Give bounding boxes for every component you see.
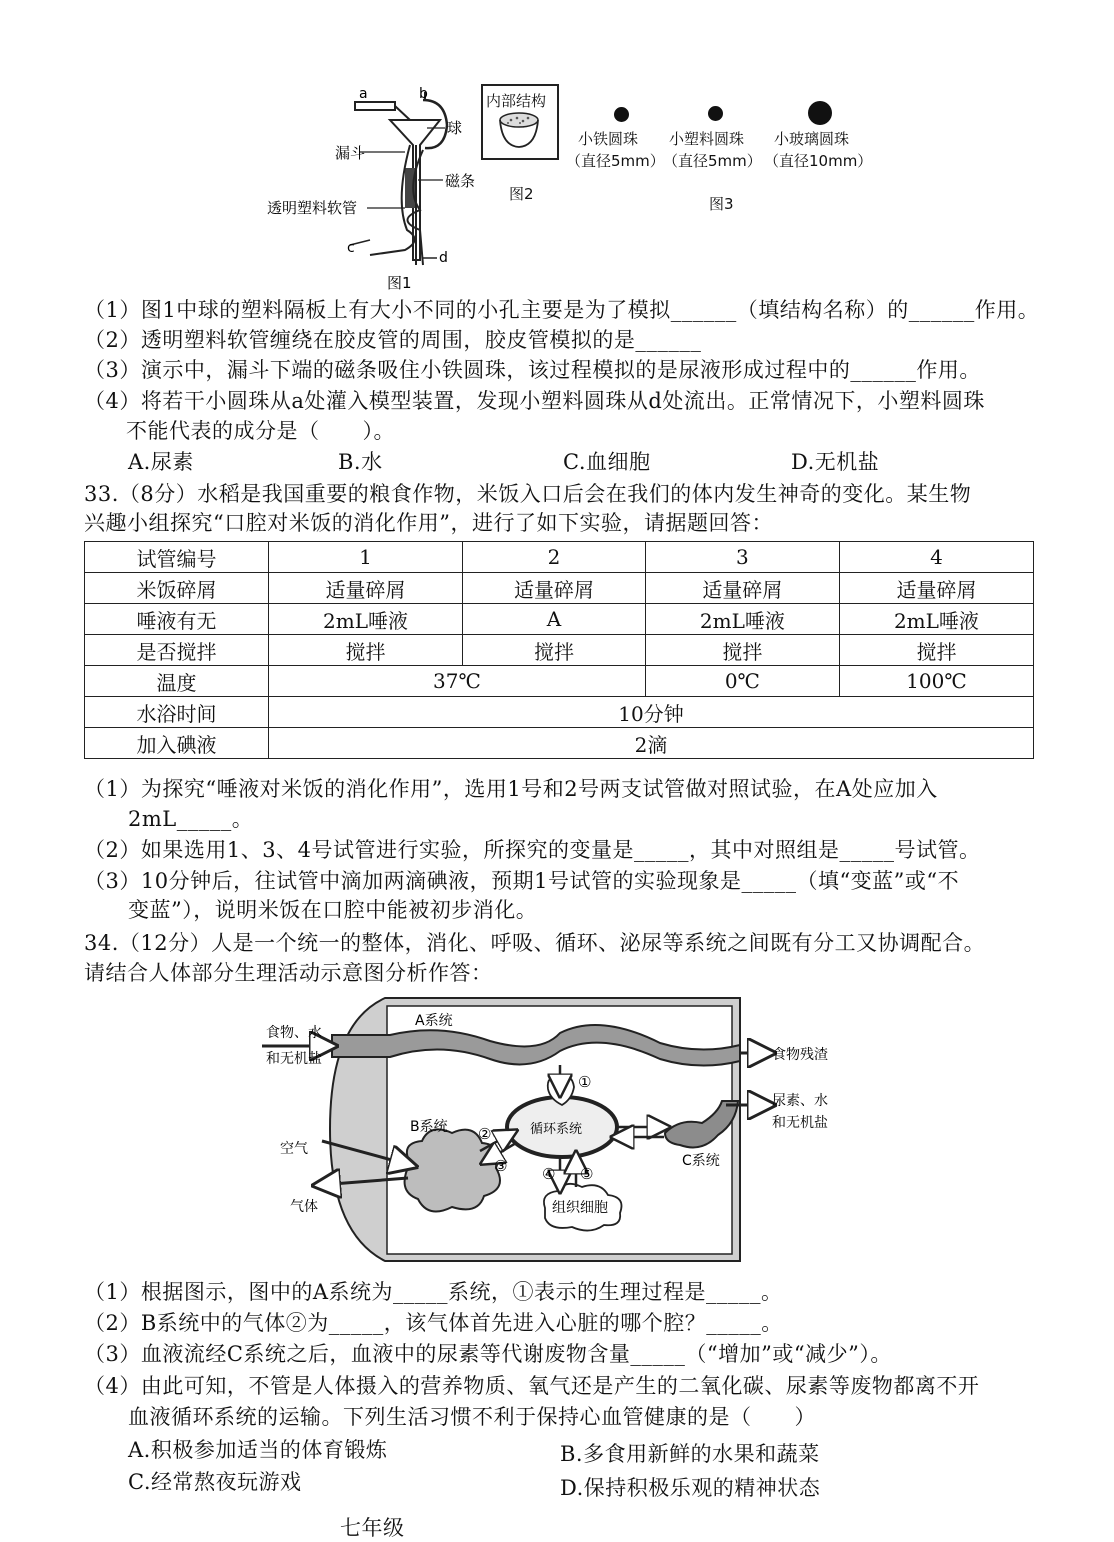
q32-option-d: D.无机盐 [791, 450, 880, 474]
footer-fragment: 七年级 [340, 1516, 405, 1540]
q32-item-4-cont: 不能代表的成分是（ ）。 [126, 419, 395, 443]
table-cell: 适量碎屑 [645, 573, 839, 604]
label-c-system: C系统 [682, 1153, 720, 1169]
label-b-system: B系统 [410, 1119, 448, 1135]
table-row [85, 666, 1034, 697]
q32-option-a: A.尿素 [128, 450, 194, 474]
table-cell: 3 [645, 542, 839, 573]
q34-item-1: （1）根据图示，图中的A系统为_____系统，①表示的生理过程是_____。 [84, 1280, 783, 1304]
label-n1: ① [578, 1073, 592, 1091]
plastic-bead-name: 小塑料圆珠 [669, 130, 745, 148]
q34-item-4: （4）由此可知，不管是人体摄入的营养物质、氧气还是产生的二氧化碳、尿素等废物都离不开 [84, 1374, 980, 1398]
table-cell: 37℃ [269, 666, 646, 697]
q33-item-3-cont: 变蓝”），说明米饭在口腔中能被初步消化。 [128, 898, 538, 922]
table-cell: 试管编号 [85, 542, 269, 573]
glass-bead-icon [808, 101, 832, 125]
table-cell: 米饭碎屑 [85, 573, 269, 604]
table-cell: 加入碘液 [85, 728, 269, 759]
table-cell: 1 [269, 542, 463, 573]
table-row [85, 728, 1034, 759]
q34-item-3: （3）血液流经C系统之后，血液中的尿素等代谢废物含量_____（“增加”或“减少”）。 [84, 1342, 892, 1366]
q33-item-2: （2）如果选用1、3、4号试管进行实验，所探究的变量是_____，其中对照组是_____号试管。 [84, 838, 981, 862]
ball [423, 100, 447, 148]
glass-bead-size: （直径10mm） [764, 152, 873, 170]
experiment-table [84, 541, 1034, 759]
label-circulation: 循环系统 [530, 1122, 583, 1137]
table-cell: 2mL唾液 [269, 604, 463, 635]
label-food-in-2: 和无机盐 [266, 1051, 322, 1067]
fig1-label-funnel: 漏斗 [335, 144, 366, 162]
fig2-box-title: 内部结构 [486, 92, 547, 110]
fig1-caption: 图1 [387, 274, 412, 292]
table-row [85, 697, 1034, 728]
fig1-label-tube: 透明塑料软管 [267, 199, 358, 217]
table-cell: 适量碎屑 [463, 573, 646, 604]
table-cell: 唾液有无 [85, 604, 269, 635]
q32-item-3: （3）演示中，漏斗下端的磁条吸住小铁圆珠，该过程模拟的是尿液形成过程中的______作用。 [84, 358, 981, 382]
table-cell: 搅拌 [269, 635, 463, 666]
label-urine-out-2: 和无机盐 [772, 1115, 828, 1131]
figure-1-drawing [255, 80, 485, 295]
table-cell: 水浴时间 [85, 697, 269, 728]
q34-intro-1: 34.（12分）人是一个统一的整体，消化、呼吸、循环、泌尿等系统之间既有分工又协调配合。 [84, 931, 986, 955]
tap-a [355, 102, 395, 110]
table-cell: 2滴 [269, 728, 1034, 759]
table-cell: 10分钟 [269, 697, 1034, 728]
fig1-label-a: a [359, 86, 368, 102]
q34-option-c: C.经常熬夜玩游戏 [128, 1470, 302, 1494]
fig1-label-ball: 球 [447, 119, 463, 137]
fig1-label-c: c [347, 240, 355, 256]
q34-item-2: （2）B系统中的气体②为_____，该气体首先进入心脏的哪个腔？_____。 [84, 1311, 783, 1335]
q33-intro-2: 兴趣小组探究“口腔对米饭的消化作用”，进行了如下实验，请据题回答： [84, 511, 773, 535]
label-urine-out-1: 尿素、水 [772, 1093, 828, 1109]
label-tissue: 组织细胞 [552, 1200, 608, 1216]
iron-bead-icon [614, 107, 629, 122]
table-cell: 2mL唾液 [839, 604, 1033, 635]
table-cell: 适量碎屑 [269, 573, 463, 604]
table-cell: 是否搅拌 [85, 635, 269, 666]
table-cell: 4 [839, 542, 1033, 573]
fig1-label-b: b [419, 86, 428, 102]
table-row [85, 635, 1034, 666]
iron-bead-size: （直径5mm） [566, 152, 665, 170]
table-row [85, 604, 1034, 635]
label-food-out: 食物残渣 [772, 1047, 828, 1063]
fig1-label-d: d [439, 250, 448, 266]
table-cell: 2mL唾液 [645, 604, 839, 635]
q34-option-b: B.多食用新鲜的水果和蔬菜 [560, 1442, 820, 1466]
fig3-caption: 图3 [709, 195, 734, 213]
q32-item-2: （2）透明塑料软管缠绕在胶皮管的周围，胶皮管模拟的是______ [84, 328, 702, 352]
q32-option-c: C.血细胞 [563, 450, 651, 474]
glass-bead-name: 小玻璃圆珠 [774, 130, 850, 148]
plastic-bead-size: （直径5mm） [663, 152, 762, 170]
iron-bead-name: 小铁圆珠 [578, 130, 639, 148]
table-cell: 搅拌 [839, 635, 1033, 666]
label-gas: 气体 [290, 1199, 318, 1215]
q32-item-1: （1）图1中球的塑料隔板上有大小不同的小孔主要是为了模拟______（填结构名称）的______作用。 [84, 298, 1040, 322]
q34-intro-2: 请结合人体部分生理活动示意图分析作答： [84, 961, 493, 985]
table-cell: 100℃ [839, 666, 1033, 697]
table-cell: 适量碎屑 [839, 573, 1033, 604]
q34-item-4-cont: 血液循环系统的运输。下列生活习惯不利于保持心血管健康的是（ ） [128, 1405, 816, 1429]
q33-item-1-cont: 2mL_____。 [128, 807, 254, 831]
table-cell: 搅拌 [645, 635, 839, 666]
q33-intro-1: 33.（8分）水稻是我国重要的粮食作物，米饭入口后会在我们的体内发生神奇的变化。某生物 [84, 482, 972, 506]
physiology-diagram [260, 993, 860, 1273]
q34-option-a: A.积极参加适当的体育锻炼 [128, 1438, 388, 1462]
label-n5: ⑤ [580, 1165, 594, 1183]
fig2-cup-icon [496, 110, 542, 150]
q32-item-4: （4）将若干小圆珠从a处灌入模型装置，发现小塑料圆珠从d处流出。正常情况下，小塑料圆珠 [84, 389, 985, 413]
table-cell: 搅拌 [463, 635, 646, 666]
q33-item-1: （1）为探究“唾液对米饭的消化作用”，选用1号和2号两支试管做对照试验，在A处应加入 [84, 777, 938, 801]
q32-option-b: B.水 [338, 450, 383, 474]
table-row [85, 573, 1034, 604]
table-cell: 0℃ [645, 666, 839, 697]
fig1-label-magnet: 磁条 [445, 172, 476, 190]
q33-item-3: （3）10分钟后，往试管中滴加两滴碘液，预期1号试管的实验现象是_____（填“变蓝”或“不 [84, 869, 960, 893]
label-n3: ③ [494, 1157, 508, 1175]
fig2-caption: 图2 [509, 185, 534, 203]
label-food-in-1: 食物、水 [266, 1025, 322, 1041]
label-n4: ④ [542, 1165, 556, 1183]
label-n2: ② [478, 1125, 492, 1143]
label-a-system: A系统 [415, 1013, 453, 1029]
table-row [85, 542, 1034, 573]
table-cell: A [463, 604, 646, 635]
plastic-bead-icon [708, 106, 723, 121]
table-cell: 2 [463, 542, 646, 573]
label-air: 空气 [280, 1141, 308, 1157]
q34-option-d: D.保持积极乐观的精神状态 [560, 1476, 821, 1500]
table-cell: 温度 [85, 666, 269, 697]
